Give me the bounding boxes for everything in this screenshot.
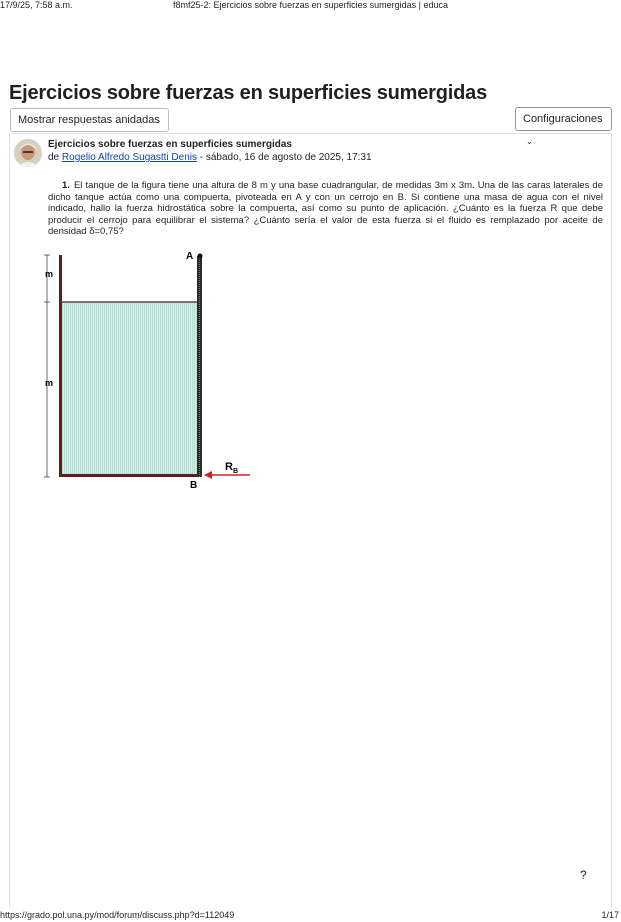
display-mode-label: Mostrar respuestas anidadas [18, 114, 160, 126]
question-body: El tanque de la figura tiene una altura de 8 m y una base cuadrangular, de medidas 3m x 3m. Una de las caras laterales de dicho tanque actúa como una compuerta, pivoteada en A y con un cerrojo en B. Si contiene una masa de agua con el nivel indicado, hallo la fuerza hidrostática sobre la compuerta, así como su punto de aplicación. ¿Cuánto es la fuerza R que debe producir el cerrojo para equilibrar el sistema? ¿Cuánto sería el valor de esta fuerza si el fluido es remplazado por aceite de densidad δ=0,75? [48, 180, 603, 238]
post-subject: Ejercicios sobre fuerzas en superficies sumergidas [48, 139, 292, 150]
label-a: A [186, 251, 194, 262]
question-number: 1. [62, 180, 70, 191]
page-title: Ejercicios sobre fuerzas en superficies sumergidas [9, 82, 487, 104]
force-arrowhead [204, 471, 212, 479]
author-link[interactable]: Rogelio Alfredo Sugastti Denis [61, 152, 197, 163]
chevron-down-icon: ⌄ [526, 137, 533, 146]
dim-label-bottom: m [45, 378, 54, 388]
byline-prefix: de [48, 152, 62, 163]
post-byline [48, 152, 372, 164]
water-body [61, 302, 198, 475]
tank-diagram [40, 245, 260, 495]
label-r-sub: B [233, 468, 239, 475]
avatar[interactable] [14, 139, 42, 167]
label-r: R [225, 461, 233, 473]
print-datetime: 17/9/25, 7:58 a.m. [0, 0, 73, 10]
dim-label-top: m [45, 269, 54, 279]
print-url: https://grado.pol.una.py/mod/forum/discuss.php?d=112049 [0, 910, 235, 920]
help-icon[interactable]: ? [580, 868, 587, 882]
pivot-a [198, 254, 203, 259]
post-date: - sábado, 16 de agosto de 2025, 17:31 [196, 152, 372, 163]
avatar-image [14, 139, 42, 167]
display-mode-select[interactable] [10, 108, 169, 132]
left-wall [59, 255, 62, 477]
settings-button[interactable] [515, 107, 612, 146]
settings-label: Configuraciones [523, 113, 603, 125]
print-page-number: 1/17 [601, 910, 619, 920]
print-footer [0, 910, 621, 922]
label-b: B [190, 480, 198, 491]
tank-bottom [59, 474, 201, 477]
print-header [0, 0, 621, 12]
print-page-title: f8mf25-2: Ejercicios sobre fuerzas en superficies sumergidas | educa [173, 0, 448, 10]
question-text-block [48, 180, 603, 238]
